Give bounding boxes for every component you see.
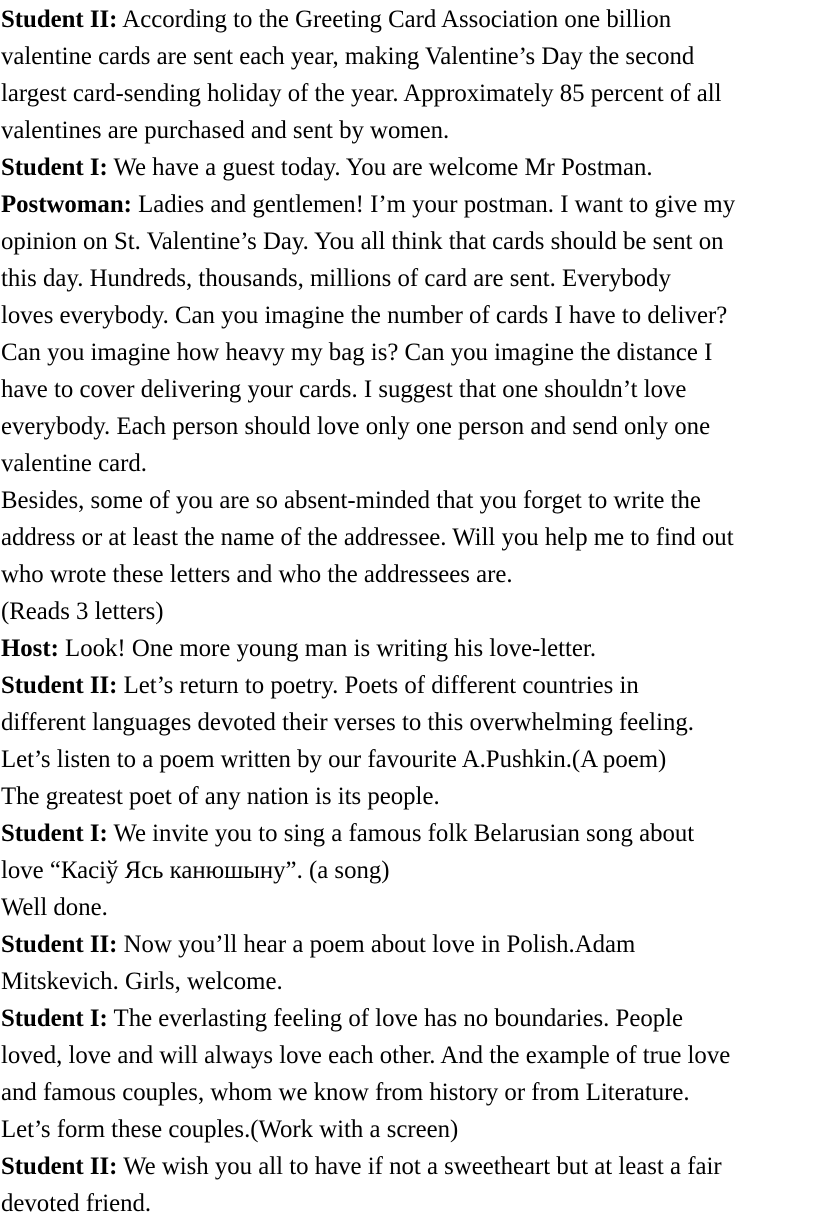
text-line	[1, 38, 694, 75]
line-text: everybody. Each person should love only one person and send only one	[1, 413, 711, 440]
line-text: Look! One more young man is writing his love-letter.	[58, 635, 597, 662]
text-line	[1, 630, 596, 667]
line-text: We wish you all to have if not a sweetheart but at least a fair	[117, 1153, 722, 1180]
text-line	[1, 1148, 722, 1185]
text-line	[1, 667, 639, 704]
line-text: valentine cards are sent each year, making Valentine’s Day the second	[1, 43, 695, 70]
text-line	[1, 112, 449, 149]
text-line	[1, 445, 147, 482]
line-text: Let’s form these couples.(Work with a screen)	[1, 1116, 459, 1143]
text-line	[1, 408, 710, 445]
speaker-label: Host:	[1, 635, 59, 662]
text-line	[1, 482, 701, 519]
text-line	[1, 519, 734, 556]
text-line	[1, 741, 666, 778]
text-line	[1, 297, 727, 334]
line-text: Let’s return to poetry. Poets of different countries in	[117, 672, 639, 699]
text-line	[1, 1, 671, 38]
text-line	[1, 889, 108, 926]
text-line	[1, 926, 635, 963]
line-text: Mitskevich. Girls, welcome.	[1, 968, 283, 995]
line-text: love “Касіў Ясь канюшыну”. (a song)	[1, 857, 390, 884]
text-line	[1, 815, 694, 852]
line-text: Can you imagine how heavy my bag is? Can you imagine the distance I	[1, 339, 713, 366]
line-text: (Reads 3 letters)	[1, 598, 164, 625]
line-text: According to the Greeting Card Association one billion	[117, 6, 672, 33]
line-text: largest card-sending holiday of the year. Approximately 85 percent of all	[1, 80, 722, 107]
text-line	[1, 852, 390, 889]
line-text: valentines are purchased and sent by women.	[1, 117, 450, 144]
text-line	[1, 704, 694, 741]
line-text: Well done.	[1, 894, 108, 921]
text-line	[1, 75, 722, 112]
text-line	[1, 1037, 730, 1074]
line-text: loves everybody. Can you imagine the number of cards I have to deliver?	[1, 302, 728, 329]
text-line	[1, 1111, 458, 1148]
line-text: valentine card.	[1, 450, 147, 477]
text-line	[1, 223, 724, 260]
speaker-label: Student I:	[1, 820, 108, 847]
text-line	[1, 778, 440, 815]
line-text: The greatest poet of any nation is its people.	[1, 783, 440, 810]
text-line	[1, 186, 735, 223]
speaker-label: Student II:	[1, 1153, 118, 1180]
text-line	[1, 371, 686, 408]
line-text: Let’s listen to a poem written by our favourite A.Pushkin.(A poem)	[1, 746, 667, 773]
speaker-label: Postwoman:	[1, 191, 132, 218]
line-text: who wrote these letters and who the addressees are.	[1, 561, 513, 588]
line-text: devoted friend.	[1, 1190, 152, 1217]
line-text: opinion on St. Valentine’s Day. You all think that cards should be sent on	[1, 228, 724, 255]
speaker-label: Student II:	[1, 931, 118, 958]
speaker-label: Student II:	[1, 6, 118, 33]
line-text: Ladies and gentlemen! I’m your postman. I want to give my	[131, 191, 736, 218]
line-text: loved, love and will always love each other. And the example of true love	[1, 1042, 731, 1069]
text-line	[1, 963, 283, 1000]
line-text: We invite you to sing a famous folk Belarusian song about	[107, 820, 695, 847]
speaker-label: Student I:	[1, 154, 108, 181]
line-text: Now you’ll hear a poem about love in Polish.Adam	[117, 931, 636, 958]
text-line	[1, 1074, 690, 1111]
text-line	[1, 260, 671, 297]
line-text: have to cover delivering your cards. I suggest that one shouldn’t love	[1, 376, 687, 403]
line-text: different languages devoted their verses to this overwhelming feeling.	[1, 709, 694, 736]
line-text: and famous couples, whom we know from history or from Literature.	[1, 1079, 690, 1106]
text-line	[1, 1185, 151, 1220]
speaker-label: Student II:	[1, 672, 118, 699]
text-line	[1, 1000, 683, 1037]
text-line	[1, 149, 653, 186]
text-line	[1, 556, 513, 593]
line-text: We have a guest today. You are welcome Mr Postman.	[107, 154, 653, 181]
text-line	[1, 334, 712, 371]
text-line	[1, 593, 164, 630]
line-text: this day. Hundreds, thousands, millions of card are sent. Everybody	[1, 265, 671, 292]
line-text: address or at least the name of the addressee. Will you help me to find out	[1, 524, 734, 551]
line-text: The everlasting feeling of love has no boundaries. People	[107, 1005, 684, 1032]
line-text: Besides, some of you are so absent-minded that you forget to write the	[1, 487, 701, 514]
speaker-label: Student I:	[1, 1005, 108, 1032]
